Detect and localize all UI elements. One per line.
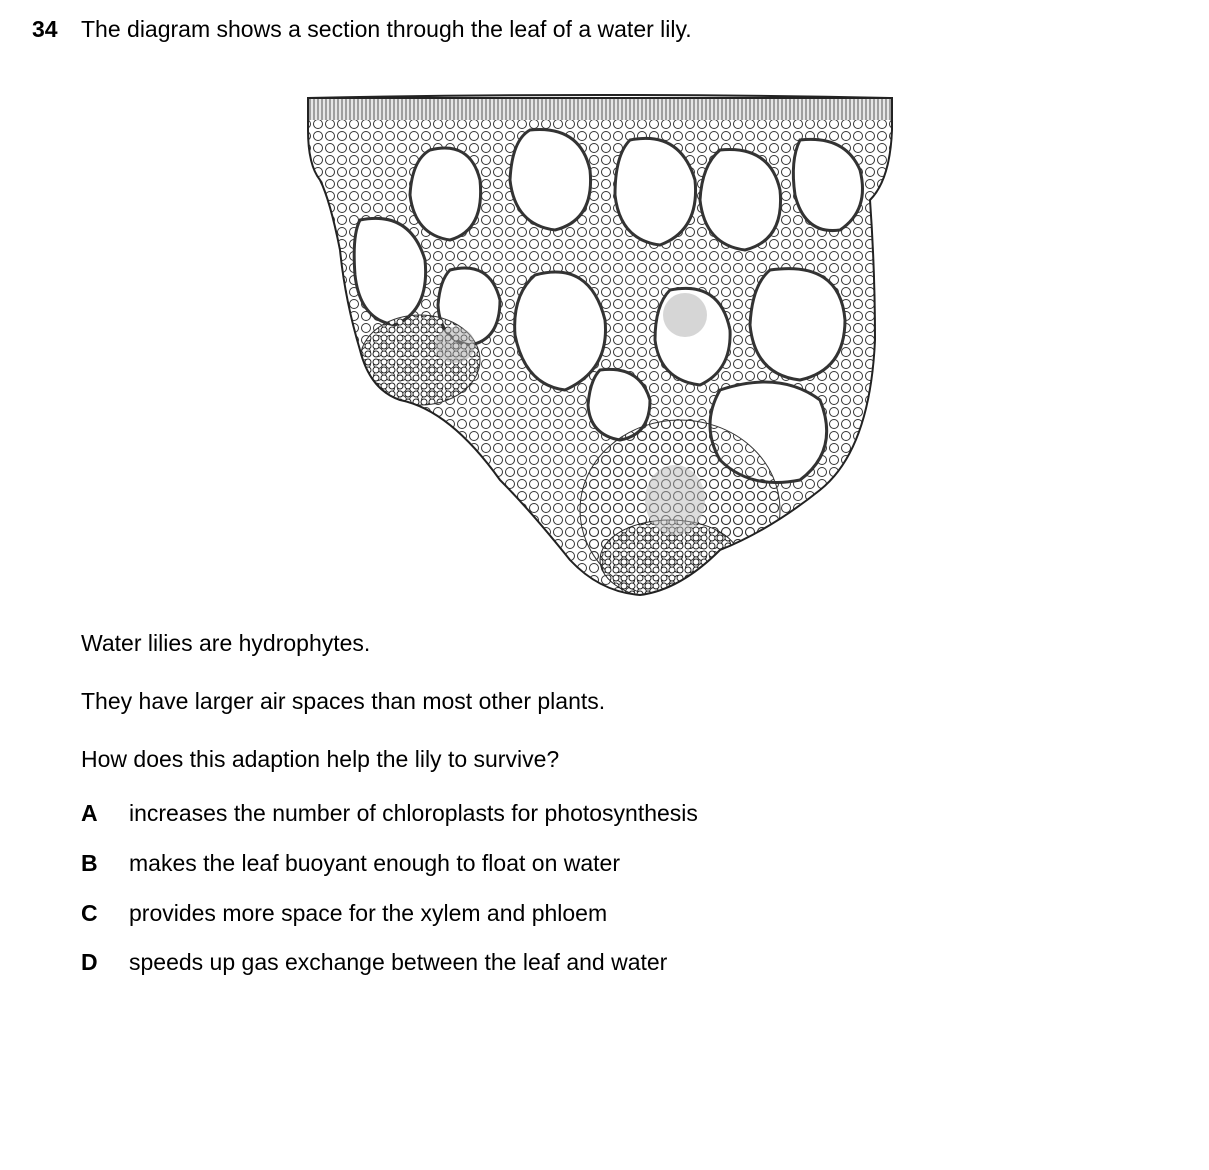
paragraph-question: How does this adaption help the lily to survive? [81,746,560,772]
paragraph-hydrophytes: Water lilies are hydrophytes. [81,630,371,656]
leaf-section-diagram [300,70,900,600]
option-letter: B [81,850,98,876]
question-stem: The diagram shows a section through the leaf of a water lily. [81,16,692,42]
option-b[interactable] [81,848,620,878]
option-text: speeds up gas exchange between the leaf and water [129,949,668,975]
leaf-tissue [300,70,900,600]
option-letter: A [81,800,98,826]
option-letter: C [81,900,98,926]
option-d[interactable] [81,947,667,977]
option-a[interactable] [81,798,698,828]
option-text: provides more space for the xylem and phloem [129,900,608,926]
option-text: makes the leaf buoyant enough to float on water [129,850,620,876]
question-number: 34 [32,16,58,42]
option-text: increases the number of chloroplasts for photosynthesis [129,800,698,826]
option-letter: D [81,949,98,975]
paragraph-air-spaces: They have larger air spaces than most other plants. [81,688,606,714]
option-c[interactable] [81,898,607,928]
